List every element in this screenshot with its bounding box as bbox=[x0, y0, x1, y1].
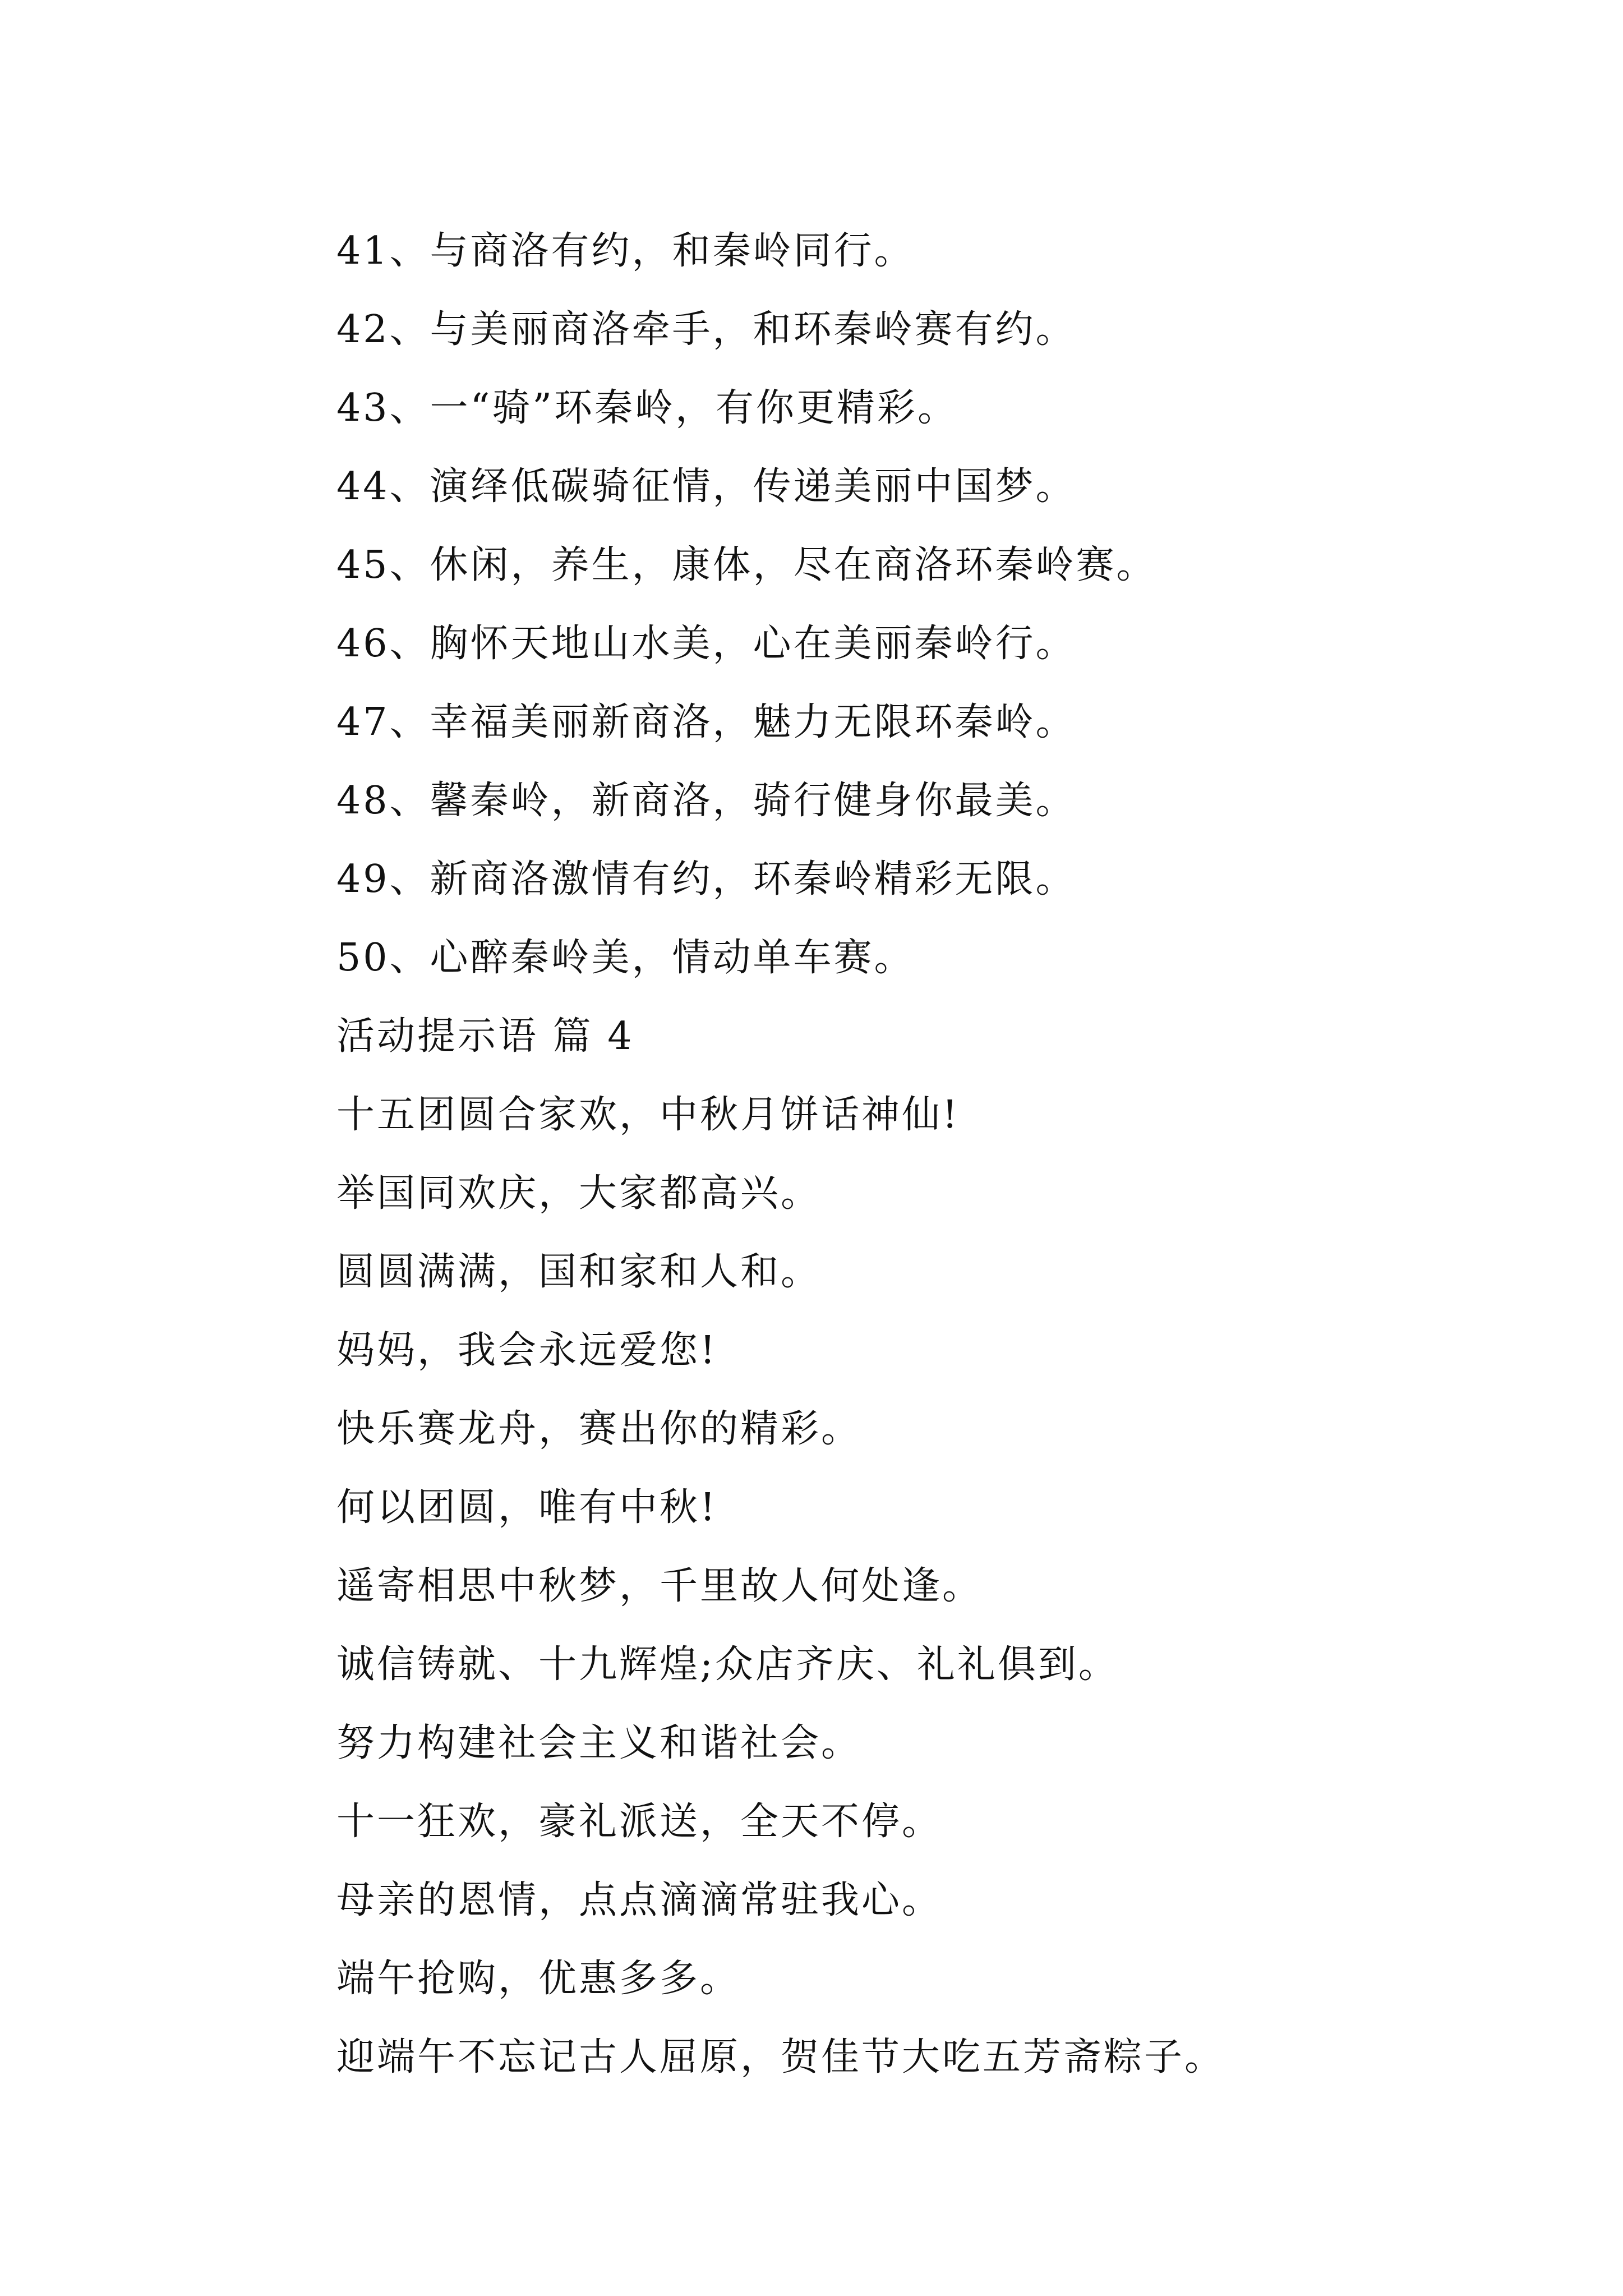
text-line: 十一狂欢，豪礼派送，全天不停。 bbox=[336, 1800, 943, 1844]
slogan-41: 41、与商洛有约，和秦岭同行。 bbox=[336, 229, 915, 273]
document-body bbox=[336, 212, 1542, 2097]
slogan-42: 42、与美丽商洛牵手，和环秦岭赛有约。 bbox=[336, 307, 1076, 352]
text-line: 十五团圆合家欢，中秋月饼话神仙! bbox=[336, 1093, 960, 1137]
text-line: 何以团圆，唯有中秋! bbox=[336, 1485, 718, 1530]
text-line: 母亲的恩情，点点滴滴常驻我心。 bbox=[336, 1878, 943, 1922]
slogan-44: 44、演绎低碳骑征情，传递美丽中国梦。 bbox=[336, 464, 1076, 509]
text-line: 迎端午不忘记古人屈原，贺佳节大吃五芳斋粽子。 bbox=[336, 2035, 1225, 2079]
text-line: 端午抢购，优惠多多。 bbox=[336, 1957, 741, 2001]
text-line: 诚信铸就、十九辉煌;众店齐庆、礼礼俱到。 bbox=[336, 1642, 1119, 1687]
slogan-45: 45、休闲，养生，康体，尽在商洛环秦岭赛。 bbox=[336, 543, 1157, 587]
text-line: 圆圆满满，国和家和人和。 bbox=[336, 1250, 822, 1294]
section-heading: 活动提示语 篇 4 bbox=[336, 1014, 634, 1059]
text-line: 努力构建社会主义和谐社会。 bbox=[336, 1721, 862, 1765]
slogan-48: 48、馨秦岭，新商洛，骑行健身你最美。 bbox=[336, 779, 1076, 823]
slogan-46: 46、胸怀天地山水美，心在美丽秦岭行。 bbox=[336, 622, 1076, 666]
text-line: 妈妈，我会永远爱您! bbox=[336, 1328, 718, 1373]
slogan-47: 47、幸福美丽新商洛，魅力无限环秦岭。 bbox=[336, 700, 1076, 744]
text-line: 举国同欢庆，大家都高兴。 bbox=[336, 1171, 822, 1216]
slogan-49: 49、新商洛激情有约，环秦岭精彩无限。 bbox=[336, 857, 1076, 901]
text-line: 遥寄相思中秋梦，千里故人何处逢。 bbox=[336, 1564, 983, 1608]
slogan-50: 50、心醉秦岭美，情动单车赛。 bbox=[336, 936, 915, 980]
slogan-43: 43、一“骑”环秦岭，有你更精彩。 bbox=[336, 386, 958, 430]
text-line: 快乐赛龙舟，赛出你的精彩。 bbox=[336, 1407, 862, 1451]
